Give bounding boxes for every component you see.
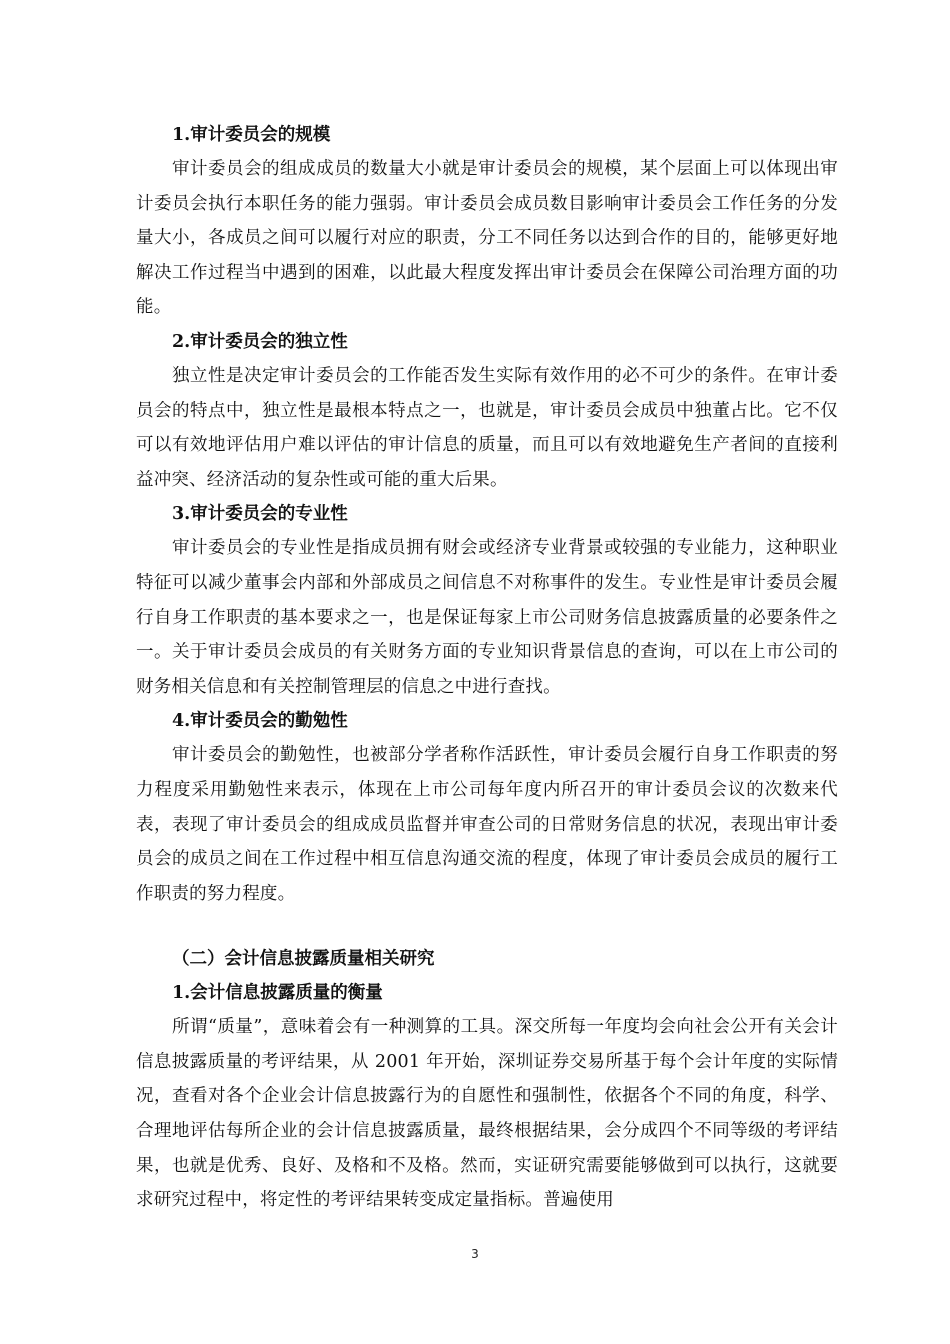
- section-gap: [136, 911, 838, 942]
- paragraph-committee-expertise: 审计委员会的专业性是指成员拥有财会或经济专业背景或较强的专业能力，这种职业特征可以减少董事会内部和外部成员之间信息不对称事件的发生。专业性是审计委员会履行自身工作职责的基本要求之一，也是保证每家上市公司财务信息披露质量的必要条件之一。关于审计委员会成员的有关财务方面的专业知识背景信息的查询，可以在上市公司的财务相关信息和有关控制管理层的信息之中进行查找。: [136, 538, 838, 697]
- paragraph-disclosure-measurement: 所谓“质量”，意味着会有一种测算的工具。深交所每一年度均会向社会公开有关会计信息披露质量的考评结果，从 2001 年开始，深圳证券交易所基于每个会计年度的实际情况，查看对各个企业会计信息披露行为的自愿性和强制性，依据各个不同的角度，科学、合理地评估每所企业的会计信息披露质量，最终根据结果，会分成四个不同等级的考评结果，也就是优秀、良好、及格和不及格。然而，实证研究需要能够做到可以执行，这就要求研究过程中，将定性的考评结果转变成定量指标。普遍使用: [136, 1017, 838, 1211]
- paragraph-committee-diligence: 审计委员会的勤勉性，也被部分学者称作活跃性，审计委员会履行自身工作职责的努力程度采用勤勉性来表示，体现在上市公司每年度内所召开的审计委员会议的次数来代表，表现了审计委员会的组成成员监督并审查公司的日常财务信息的状况，表现出审计委员会的成员之间在工作过程中相互信息沟通交流的程度，体现了审计委员会成员的履行工作职责的努力程度。: [136, 745, 838, 904]
- section-heading-committee-diligence: 4.审计委员会的勤勉性: [172, 711, 348, 732]
- page-content: [136, 118, 838, 1218]
- section-heading-committee-independence: 2.审计委员会的独立性: [172, 331, 348, 352]
- section-heading-committee-size: 1.审计委员会的规模: [172, 125, 331, 145]
- paragraph-committee-independence: 独立性是决定审计委员会的工作能否发生实际有效作用的必不可少的条件。在审计委员会的特点中，独立性是最根本特点之一，也就是，审计委员会成员中独董占比。它不仅可以有效地评估用户难以评估的审计信息的质量，而且可以有效地避免生产者间的直接利益冲突、经济活动的复杂性或可能的重大后果。: [136, 365, 838, 490]
- section-heading-disclosure-measurement: 1.会计信息披露质量的衡量: [172, 983, 383, 1004]
- section-heading-committee-expertise: 3.审计委员会的专业性: [172, 504, 348, 525]
- paragraph-committee-size: 审计委员会的组成成员的数量大小就是审计委员会的规模，某个层面上可以体现出审计委员会执行本职任务的能力强弱。审计委员会成员数目影响审计委员会工作任务的分发量大小，各成员之间可以履行对应的职责，分工不同任务以达到合作的目的，能够更好地解决工作过程当中遇到的困难，以此最大程度发挥出审计委员会在保障公司治理方面的功能。: [136, 159, 838, 318]
- page-number: 3: [471, 1247, 479, 1261]
- part-title-disclosure-quality: （二）会计信息披露质量相关研究: [172, 949, 435, 970]
